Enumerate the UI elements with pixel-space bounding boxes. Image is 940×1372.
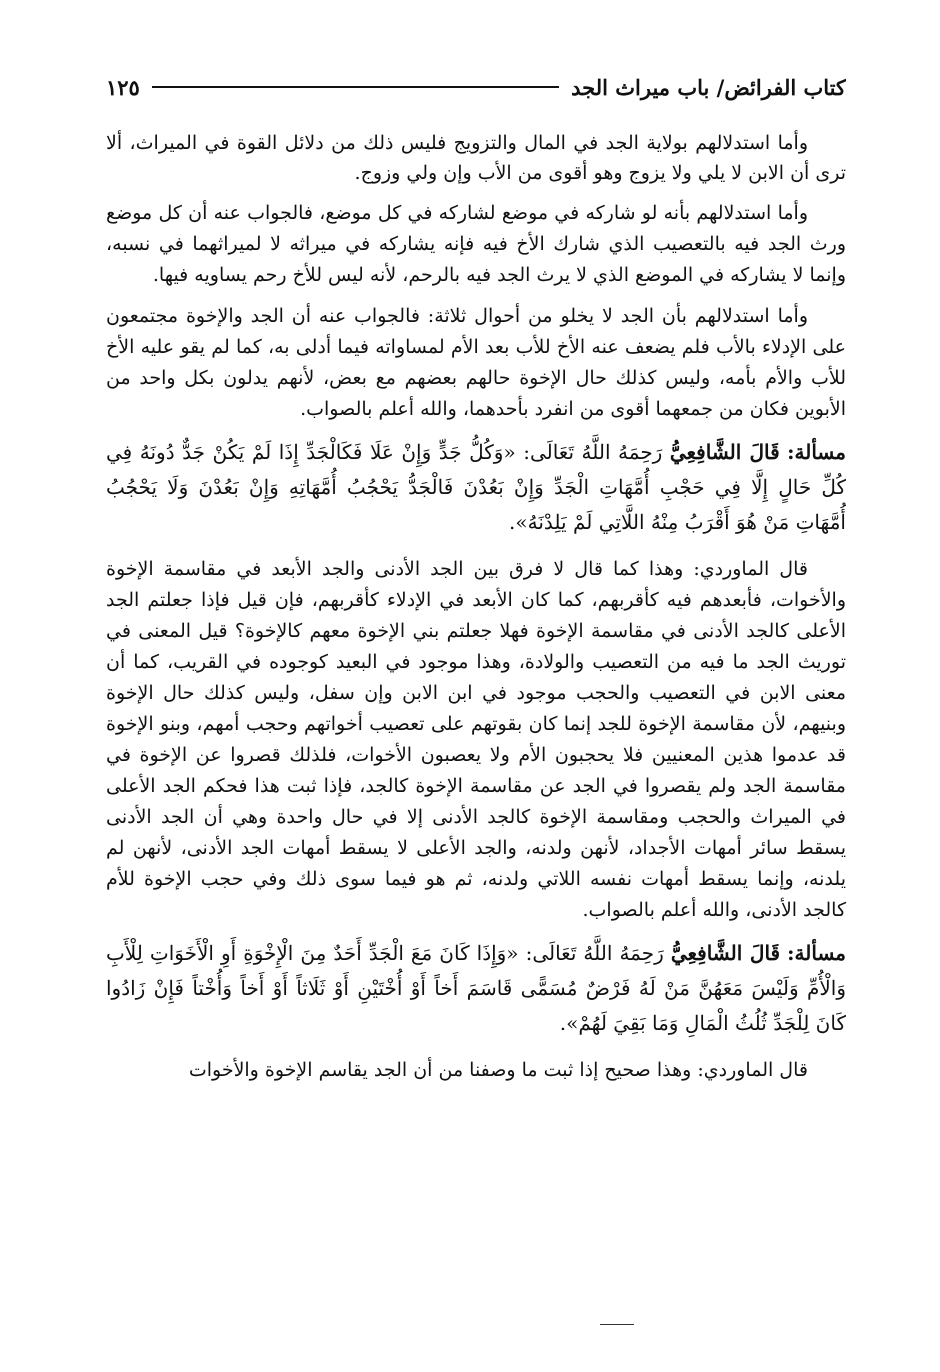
paragraph-guardianship: وأما استدلالهم بولاية الجد في المال والتزويج فليس ذلك من دلائل القوة في الميراث، ألا ترى أن الابن لا يلي ولا يزوج وهو أقوى من الأب وإن ولي وزوج. xyxy=(106,132,846,184)
issue-text: رَحِمَهُ اللَّهُ تَعَالَى: «وَكُلُّ جَدٍّ وَإِنْ عَلَا فَكَالْجَدِّ إِذَا لَمْ يَكُنْ جَدٌّ دُونَهُ فِي كُلِّ حَالٍ إِلَّا فِي حَجْبِ أُمَّهَاتِ الْجَدِّ وَإِنْ بَعُدْنَ فَالْجَدُّ يَحْجُبُ أُمَّهَاتِهِ وَإِنْ بَعُدْنَ وَلَا يَحْجُبُ أُمَّهَاتِ مَنْ هُوَ أَقْرَبُ مِنْهُ اللَّاتِي لَمْ يَلِدْنَهُ». xyxy=(106,440,846,534)
header-title: كتاب الفرائض/ باب ميراث الجد xyxy=(571,74,846,100)
paragraph-mawardi-commentary: قال الماوردي: وهذا كما قال لا فرق بين الجد الأدنى والجد الأبعد في مقاسمة الإخوة والأخوات، فأبعدهم فيه كأقربهم، كما كان الأبعد في الإدلاء كأقربهم، فإن قيل فإذا جعلتم الجد الأعلى كالجد الأدنى في مقاسمة الإخوة فهلا جعلتم بني الإخوة معهم كالإخوة؟ قيل المعنى في توريث الجد ما فيه من التعصيب والولادة، وهذا موجود في البعيد كوجوده في القريب، كما أن معنى الابن في التعصيب والحجب موجود في ابن الابن وإن سفل، وليس كذلك حال الإخوة وبنيهم، لأن مقاسمة الإخوة للجد إنما كان بقوتهم على تعصيب أخواتهم وحجب أمهم، وبنو الإخوة قد عدموا هذين المعنيين فلا يحجبون الأم ولا يعصبون الأخوات، فلذلك قصروا عن الإخوة في مقاسمة الجد ولم يقصروا في الجد عن مقاسمة الإخوة كالجد، فإذا ثبت هذا فحكم الجد الأعلى في الميراث والحجب ومقاسمة الإخوة كالجد الأدنى إلا في حال واحدة وهي أن الجد الأدنى يسقط سائر أمهات الأجداد، لأنهن ولدنه، والجد الأعلى لا يسقط أمهات الجد الأدنى، لأنهن لم يلدنه، وإنما يسقط أمهات نفسه اللاتي ولدنه، ثم هو فيما سوى ذلك وفي حجب الإخوة للأم كالجد الأدنى، والله أعلم بالصواب. xyxy=(106,558,846,921)
imam-name: قَالَ الشَّافِعِيُّ xyxy=(669,440,780,464)
footnote-separator xyxy=(600,1324,634,1325)
header-rule xyxy=(152,86,559,88)
book-page xyxy=(106,66,846,1356)
issue-text: رَحِمَهُ اللَّهُ تَعَالَى: «وَإِذَا كَانَ مَعَ الْجَدِّ أَحَدٌ مِنَ الْإِخْوَةِ أَوِ الْأَخَوَاتِ لِلْأَبِ وَالْأُمِّ وَلَيْسَ مَعَهُنَّ مَنْ لَهُ فَرْضٌ مُسَمًّى قَاسَمَ أَخاً أَوْ أُخْتَيْنِ أَوْ ثَلَاثاً أَوْ أَخاً وَأُخْتاً فَإِنْ زَادُوا كَانَ لِلْجَدِّ ثُلُثُ الْمَالِ وَمَا بَقِيَ لَهُمْ». xyxy=(106,941,846,1035)
issue-grandfather-siblings xyxy=(106,936,846,1041)
running-header xyxy=(106,66,846,108)
paragraph-three-states: وأما استدلالهم بأن الجد لا يخلو من أحوال ثلاثة: فالجواب عنه أن الجد والإخوة مجتمعون على الإدلاء بالأب فلم يضعف عنه الأخ للأب بعد الأم لمساواته فيما أدلى به، كما لم يقو عليه الأخ للأب والأم بأمه، وليس كذلك حال الإخوة حالهم بعضهم مع بعض، لأنهم يدلون بكل واحد من الأبوين فكان من جمعهما أقوى من انفرد بأحدهما، والله أعلم بالصواب. xyxy=(106,305,846,420)
imam-name: قَالَ الشَّافِعِيُّ xyxy=(670,941,781,965)
issue-grandfather-rank xyxy=(106,435,846,540)
paragraph-mawardi-final: قال الماوردي: وهذا صحيح إذا ثبت ما وصفنا من أن الجد يقاسم الإخوة والأخوات xyxy=(188,1059,808,1081)
page-body xyxy=(106,128,846,1086)
page-number: ١٢٥ xyxy=(106,74,140,100)
issue-label: مسألة: xyxy=(787,941,846,965)
paragraph-sharing: وأما استدلالهم بأنه لو شاركه في موضع لشاركه في كل موضع، فالجواب عنه أن كل موضع ورث الجد فيه بالتعصيب الذي شارك الأخ فيه فإنه يشاركه في ميراثه لا لميراثهما في نسبه، وإنما لا يشاركه في الموضع الذي لا يرث الجد فيه بالرحم، لأنه ليس للأخ رحم يساويه فيها. xyxy=(106,202,846,286)
issue-label: مسألة: xyxy=(787,440,846,464)
